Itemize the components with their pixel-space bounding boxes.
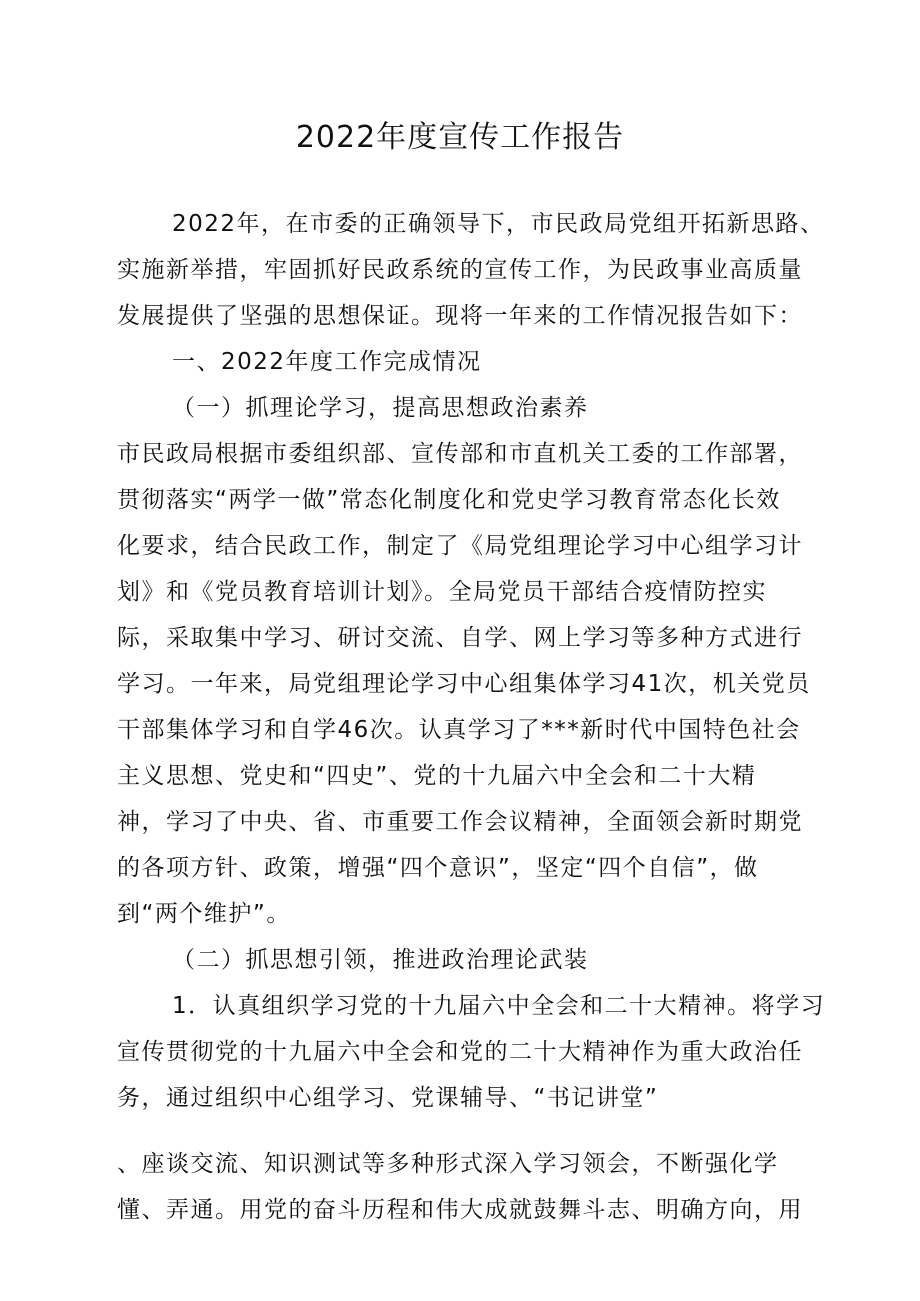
paragraph-line-21: 、座谈交流、知识测试等多种形式深入学习领会，不断强化学 [117,1151,779,1177]
paragraph-line-8: 化要求，结合民政工作，制定了《局党组理论学习中心组学习计 [117,533,803,559]
paragraph-line-2: 实施新举措，牢固抓好民政系统的宣传工作，为民政事业高质量 [117,257,803,283]
paragraph-line-10: 际，采取集中学习、研讨交流、自学、网上学习等多种方式进行 [117,625,803,651]
paragraph-line-22: 懂、弄通。用党的奋斗历程和伟大成就鼓舞斗志、明确方向，用 [117,1197,803,1223]
paragraph-line-13: 主义思想、党史和“四史”、党的十九届六中全会和二十大精 [117,763,757,789]
paragraph-line-16: 到“两个维护”。 [117,901,291,927]
document-title: 2022年度宣传工作报告 [295,120,625,155]
section-heading-1: 一、2022年度工作完成情况 [172,349,482,375]
paragraph-line-12: 干部集体学习和自学46次。认真学习了***新时代中国特色社会 [117,717,801,743]
paragraph-line-6: 市民政局根据市委组织部、宣传部和市直机关工委的工作部署， [117,441,803,467]
paragraph-line-3: 发展提供了坚强的思想保证。现将一年来的工作情况报告如下： [117,303,803,329]
paragraph-line-11: 学习。一年来，局党组理论学习中心组集体学习41次，机关党员 [117,671,811,697]
paragraph-line-9: 划》和《党员教育培训计划》。全局党员干部结合疫情防控实 [117,579,767,605]
subsection-heading-2: （二）抓思想引领，推进政治理论武装 [172,947,589,973]
paragraph-line-7: 贯彻落实“两学一做”常态化制度化和党史学习教育常态化长效 [117,487,781,513]
paragraph-line-19: 宣传贯彻党的十九届六中全会和党的二十大精神作为重大政治任 [117,1039,803,1065]
paragraph-line-1: 2022年，在市委的正确领导下，市民政局党组开拓新思路、 [172,211,825,237]
paragraph-line-20: 务，通过组织中心组学习、党课辅导、“书记讲堂” [117,1085,659,1111]
paragraph-line-15: 的各项方针、政策，增强“四个意识”，坚定“四个自信”，做 [117,855,759,881]
paragraph-line-18: 1．认真组织学习党的十九届六中全会和二十大精神。将学习 [172,993,826,1019]
subsection-heading-1: （一）抓理论学习，提高思想政治素养 [172,395,589,421]
paragraph-line-14: 神，学习了中央、省、市重要工作会议精神，全面领会新时期党 [117,809,803,835]
